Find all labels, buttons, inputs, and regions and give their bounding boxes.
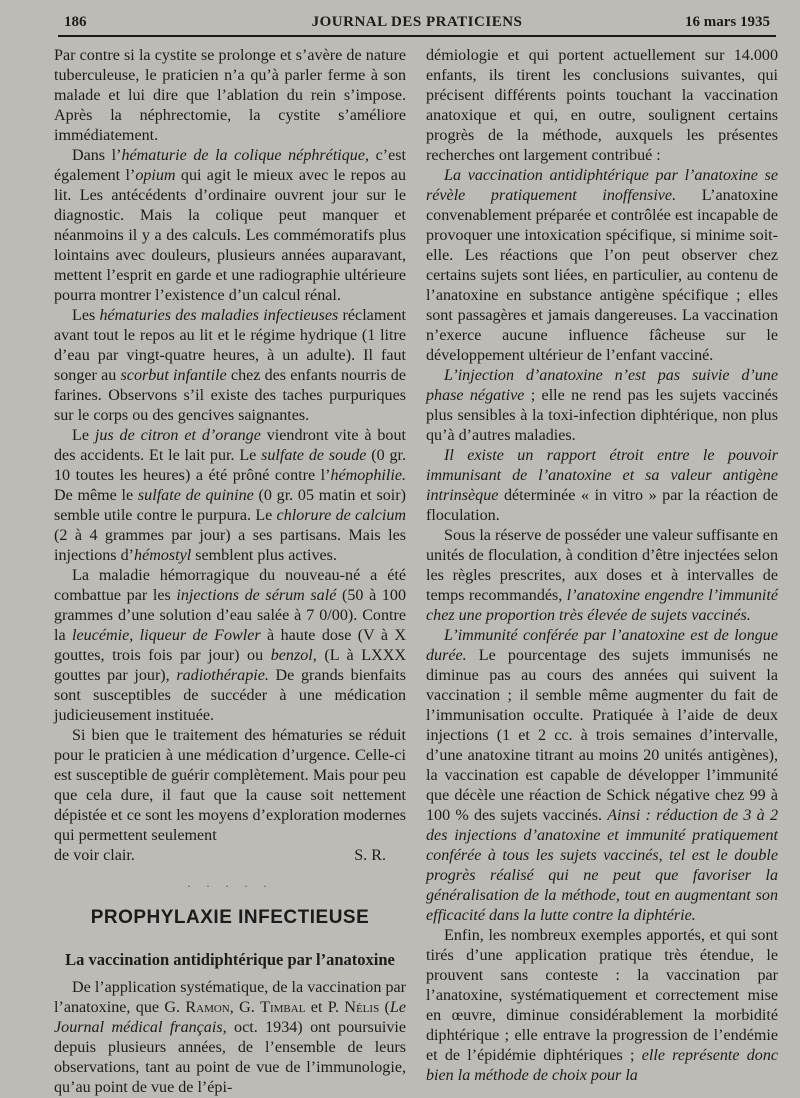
left-column [54, 46, 406, 1098]
right-column [426, 46, 778, 1086]
signature-line [54, 846, 406, 866]
paragraph: De l’application systématique, de la vaccination par l’anatoxine, que G. Ramon, G. Timbal et P. Nélis (Le Journal médical français, oct. 1934) ont poursuivie depuis plusieurs années, de l’ensemble de leurs observations, tant au point de vue de l’immunologie, qu’au point de vue de l’épi- [54, 979, 407, 1096]
paragraph: Sous la réserve de posséder une valeur suffisante en unités de floculation, à condition d’être injectées selon les règles prescrites, aux doses et à intervalles de temps recommandés, l’anatoxine engendre l’immunité chez une proportion très élevée de sujets vaccinés. [426, 527, 778, 624]
paragraph: Les hématuries des maladies infectieuses réclament avant tout le repos au lit et le régime hydrique (1 litre d’eau par vingt-quatre heures, à un adulte). Il faut songer au scorbut infantile chez des enfants nourris de farines. Observons s’il existe des taches purpuriques sur le corps ou des gencives saignantes. [54, 307, 406, 424]
paragraph: Par contre si la cystite se prolonge et s’avère de nature tuberculeuse, le praticien n’a qu’à parler ferme à son malade et lui dire que l’ablation du rein s’impose. Après la néphrectomie, la cystite s’améliore immédiatement. [54, 47, 406, 144]
page-number: 186 [64, 14, 87, 30]
section-title: PROPHYLAXIE INFECTIEUSE [90, 907, 370, 928]
paragraph: L’immunité conférée par l’anatoxine est de longue durée. Le pourcentage des sujets immunisés ne diminue pas au cours des années qui suivent la vaccination ; il semble même augmenter du fait de l’immunisation occulte. Pratiquée à l’aide de deux injections (1 et 2 cc. à trois semaines d’intervalle, d’une anatoxine titrant au moins 20 unités antigènes), la vaccination est capable de développer l’immunité que décèle une réaction de Schick négative chez 99 à 100 % des sujets vaccinés. Ainsi : réduction de 3 à 2 des injections d’anatoxine et immunité pratiquement conférée à tous les sujets vaccinés, tel est le double progrès réalisé qui ne peut que favoriser la généralisation de la méthode, tout en augmentant son efficacité dans la lutte contre la diphtérie. [426, 627, 778, 924]
journal-title: JOURNAL DES PRATICIENS [311, 14, 523, 30]
article-title: La vaccination antidiphtérique par l’anatoxine [65, 950, 395, 969]
ornament-divider: · · · · · [187, 879, 273, 893]
author-signature: S. R. [354, 847, 386, 864]
paragraph-end: de voir clair. [54, 847, 135, 864]
paragraph: Le jus de citron et d’orange viendront vite à bout des accidents. Et le lait pur. Le sulfate de soude (0 gr. 10 toutes les heures) a été prôné contre l’hémophilie. De même le sulfate de quinine (0 gr. 05 matin et soir) semble utile contre le purpura. Le chlorure de calcium (2 à 4 grammes par jour) a ses partisans. Mais les injections d’hémostyl semblent plus actives. [54, 427, 407, 564]
issue-date: 16 mars 1935 [685, 14, 770, 30]
paragraph: Si bien que le traitement des hématuries se réduit pour le praticien à une médication d’urgence. Celle-ci est susceptible de guérir complètement. Mais pour peu que cela dure, il faut que la cause soit nettement dépistée et ce sont les moyens d’exploration modernes qui permettent seulement [54, 727, 406, 844]
paragraph: Dans l’hématurie de la colique néphrétique, c’est également l’opium qui agit le mieux avec le repos au lit. Les antécédents d’ordinaire ouvrent jour sur le diagnostic. Mais la colique peut manquer et néanmoins il y a des calculs. Les commémoratifs plus lointains avec douleurs, plusieurs années auparavant, mettent l’esprit en garde et une radiographie ultérieure pourra montrer l’existence d’un calcul rénal. [54, 147, 406, 304]
paragraph: L’injection d’anatoxine n’est pas suivie d’une phase négative ; elle ne rend pas les sujets vaccinés plus sensibles à la toxi-infection diphtérique, non plus qu’à d’autres maladies. [426, 367, 778, 444]
paragraph: La vaccination antidiphtérique par l’anatoxine se révèle pratiquement inoffensive. L’anatoxine convenablement préparée et contrôlée est incapable de provoquer une intoxication spécifique, si minime soit-elle. Les réactions que l’on peut observer chez certains sujets sont liées, en particulier, au contenu de l’anatoxine en substance antigène spécifique ; elles sont passagères et jamais dangereuses. La vaccination n’exerce aucune influence fâcheuse sur le développement ultérieur de l’enfant vacciné. [426, 167, 778, 364]
paragraph: Il existe un rapport étroit entre le pouvoir immunisant de l’anatoxine et sa valeur antigène intrinsèque déterminée « in vitro » par la réaction de floculation. [426, 447, 778, 524]
paragraph: La maladie hémorragique du nouveau-né a été combattue par les injections de sérum salé (50 à 100 grammes d’une solution d’eau salée à 7 0/00). Contre la leucémie, liqueur de Fowler à haute dose (V à X gouttes, trois fois par jour) ou benzol, (L à LXXX gouttes par jour), radiothérapie. De grands bienfaits sont susceptibles de succéder à une médication judicieusement instituée. [54, 567, 407, 724]
header-rule [58, 35, 776, 37]
running-header [64, 14, 770, 36]
paragraph: Enfin, les nombreux exemples apportés, et qui sont tirés d’une application pratique très étendue, le prouvent sans conteste : la vaccination par l’anatoxine, systématiquement et correctement mise en œuvre, diminue considérablement la morbidité diphtérique ; elle entrave la progression de l’endémie et de l’épidémie diphtériques ; elle représente donc bien la méthode de choix pour la [426, 927, 779, 1084]
paragraph: démiologie et qui portent actuellement sur 14.000 enfants, ils tirent les conclusions suivantes, qui précisent différents points touchant la vaccination anatoxique et qui, en outre, soulignent certains progrès de la méthode, auxquels les présentes recherches ont largement contribué : [426, 47, 778, 164]
